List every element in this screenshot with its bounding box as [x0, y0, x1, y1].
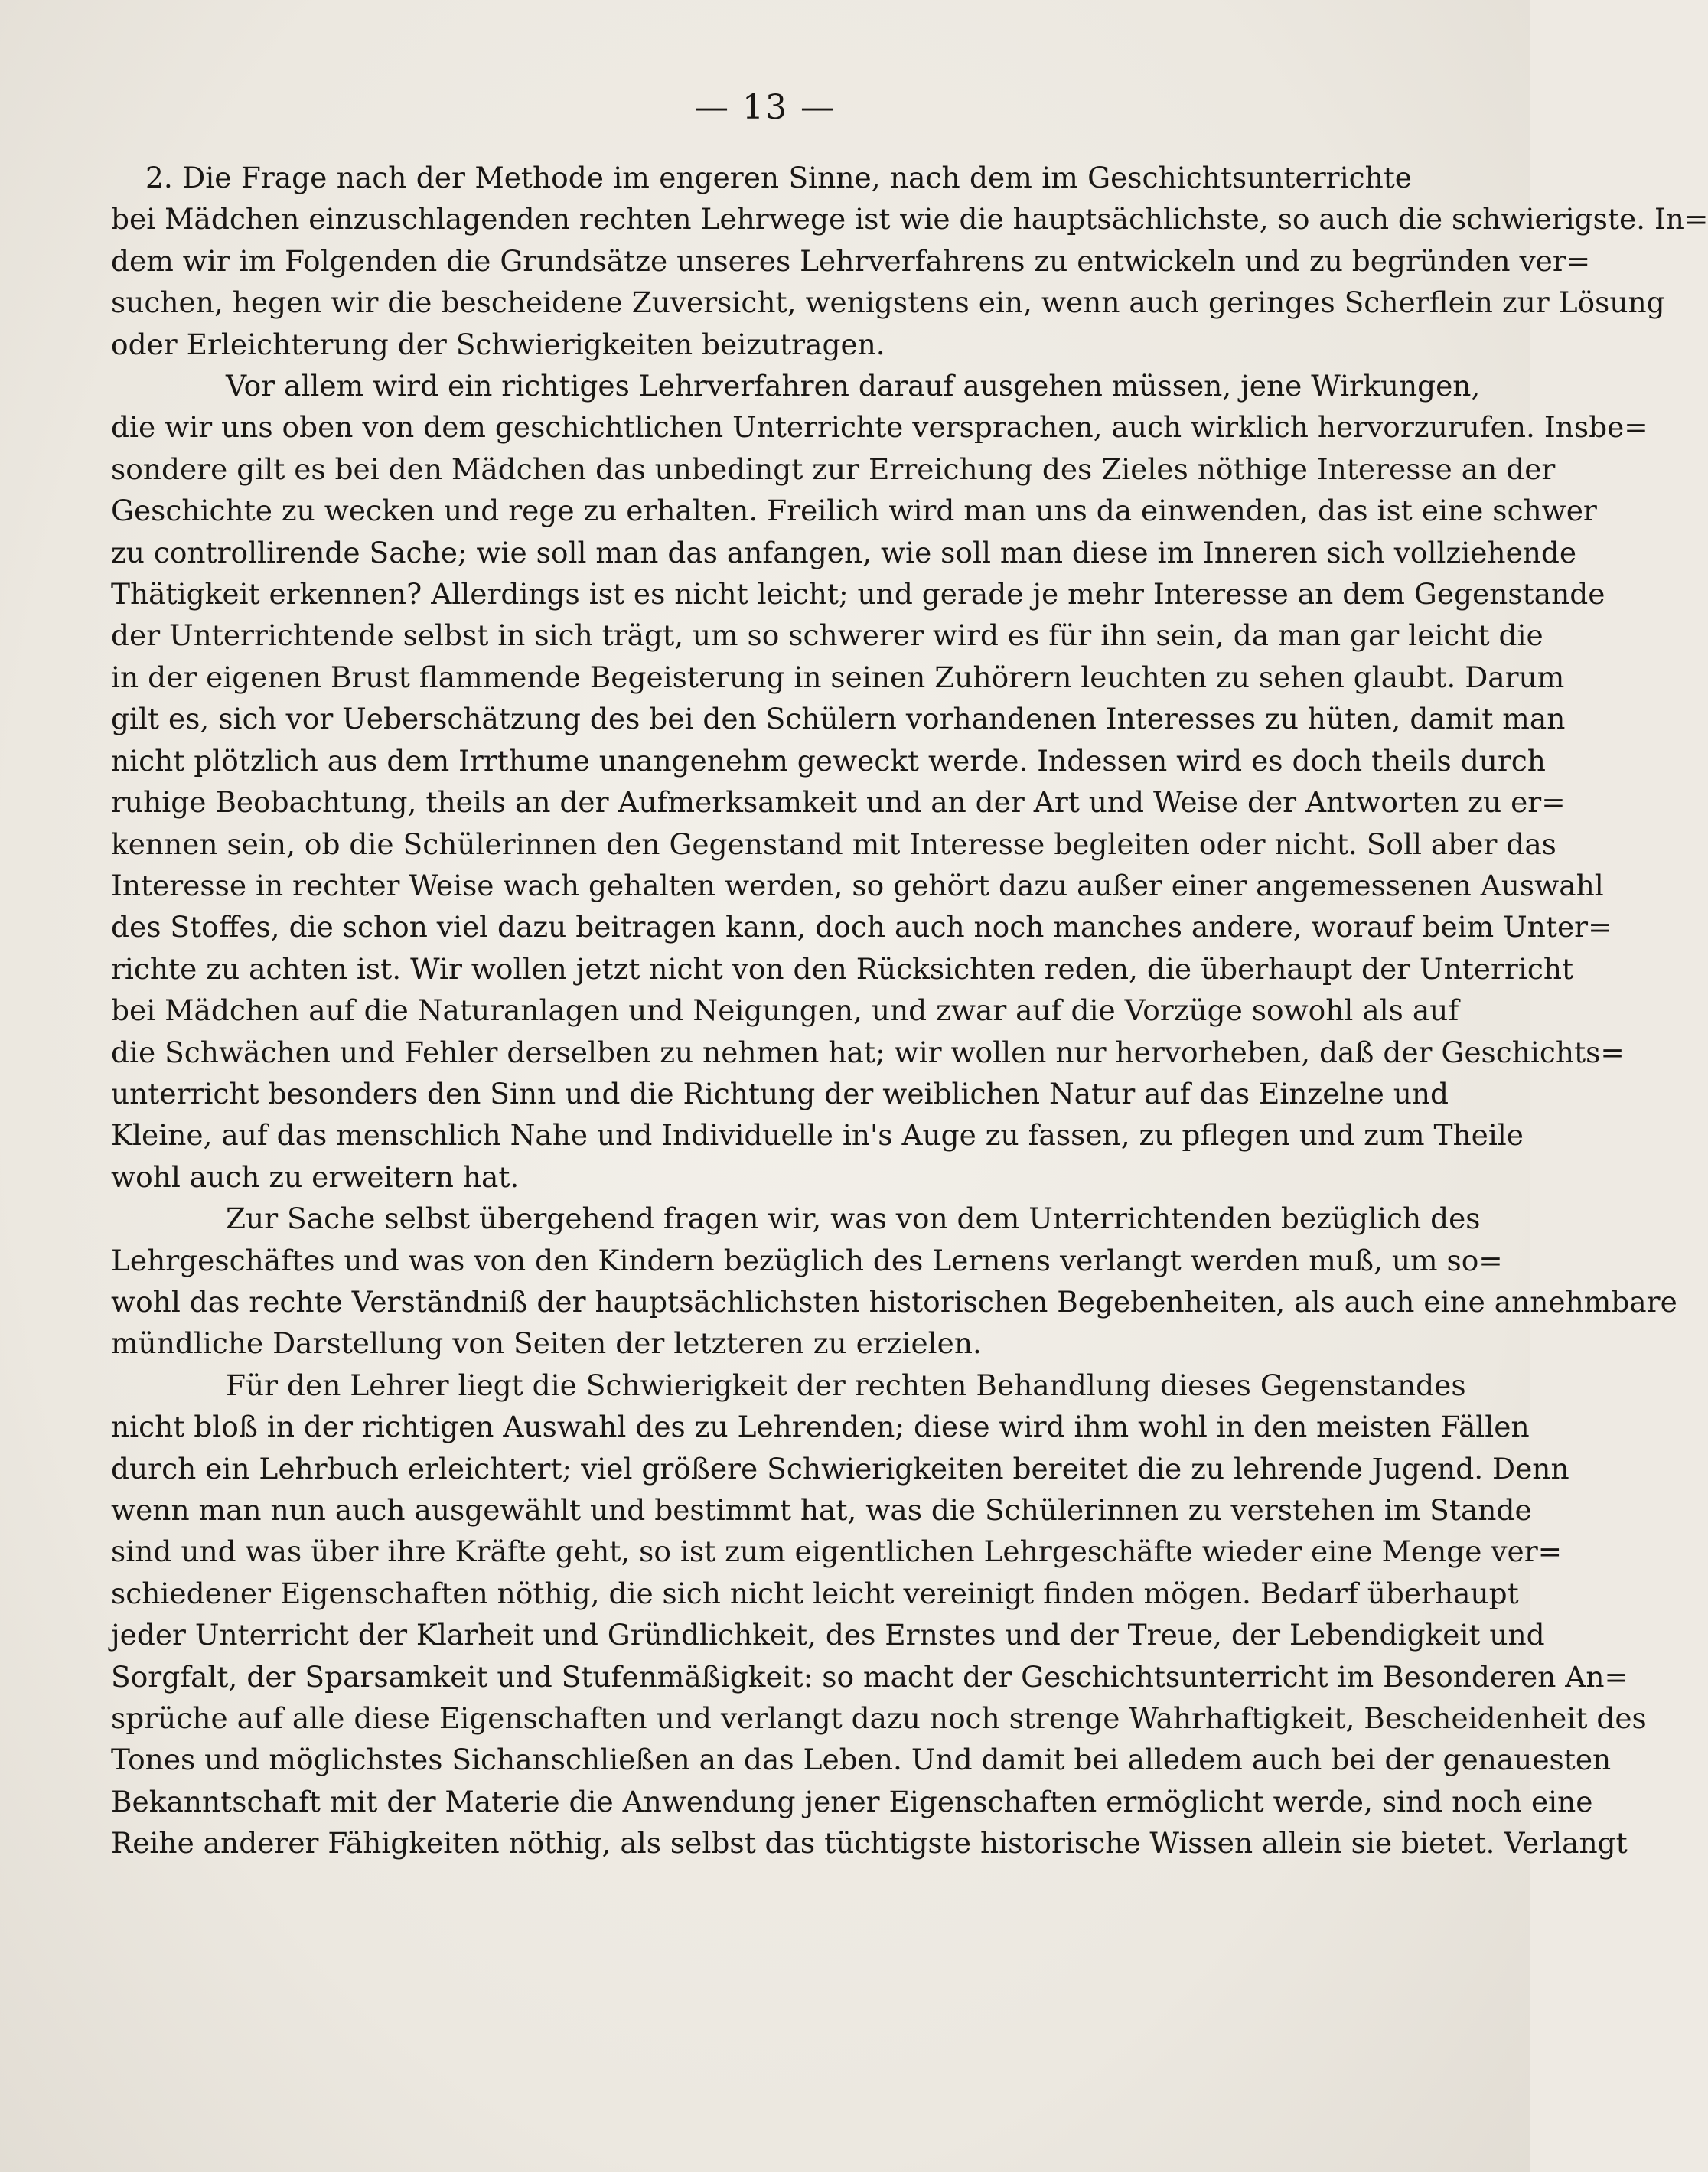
- text-line: bei Mädchen auf die Naturanlagen und Neigungen, und zwar auf die Vorzüge sowohl als auf: [111, 993, 1459, 1028]
- text-line: gilt es, sich vor Ueberschätzung des bei den Schülern vorhandenen Interesses zu hüten, damit man: [111, 702, 1566, 736]
- text-line: mündliche Darstellung von Seiten der letzteren zu erzielen.: [111, 1326, 982, 1361]
- text-line: durch ein Lehrbuch erleichtert; viel größere Schwierigkeiten bereitet die zu lehrende Jugend. Denn: [111, 1451, 1569, 1486]
- paragraph-4: [111, 1365, 1647, 1864]
- text-line: Vor allem wird ein richtiges Lehrverfahren darauf ausgehen müssen, jene Wirkungen,: [226, 369, 1481, 403]
- paragraph-1: [111, 157, 1708, 365]
- text-line: Bekanntschaft mit der Materie die Anwendung jener Eigenschaften ermöglicht werde, sind noch eine: [111, 1784, 1593, 1818]
- text-line: dem wir im Folgenden die Grundsätze unseres Lehrverfahrens zu entwickeln und zu begründen ver=: [111, 243, 1591, 278]
- text-line: sondere gilt es bei den Mädchen das unbedingt zur Erreichung des Zieles nöthige Interesse an der: [111, 452, 1556, 486]
- text-line: Für den Lehrer liegt die Schwierigkeit der rechten Behandlung dieses Gegenstandes: [226, 1368, 1466, 1402]
- body-text: [111, 157, 1708, 1864]
- text-line: sind und was über ihre Kräfte geht, so ist zum eigentlichen Lehrgeschäfte wieder eine Menge ver=: [111, 1534, 1563, 1569]
- text-line: Kleine, auf das menschlich Nahe und Individuelle in's Auge zu fassen, zu pflegen und zum Theile: [111, 1118, 1524, 1153]
- text-line: nicht bloß in der richtigen Auswahl des zu Lehrenden; diese wird ihm wohl in den meisten Fällen: [111, 1410, 1530, 1444]
- text-line: nicht plötzlich aus dem Irrthume unangenehm geweckt werde. Indessen wird es doch theils durch: [111, 743, 1546, 778]
- paragraph-2: [111, 365, 1648, 1198]
- text-line: zu controllirende Sache; wie soll man das anfangen, wie soll man diese im Inneren sich vollziehende: [111, 535, 1577, 569]
- text-line: jeder Unterricht der Klarheit und Gründlichkeit, des Ernstes und der Treue, der Lebendigkeit und: [111, 1618, 1545, 1652]
- text-line: Lehrgeschäftes und was von den Kindern bezüglich des Lernens verlangt werden muß, um so=: [111, 1243, 1503, 1277]
- text-line: oder Erleichterung der Schwierigkeiten beizutragen.: [111, 327, 885, 361]
- text-line: Thätigkeit erkennen? Allerdings ist es nicht leicht; und gerade je mehr Interesse an dem Gegenstande: [111, 577, 1605, 611]
- paragraph-3: [111, 1198, 1677, 1365]
- text-line: der Unterrichtende selbst in sich trägt, um so schwerer wird es für ihn sein, da man gar leicht die: [111, 618, 1543, 653]
- page-number: — 13 —: [695, 88, 836, 127]
- text-line: Geschichte zu wecken und rege zu erhalten. Freilich wird man uns da einwenden, das ist eine schwer: [111, 494, 1597, 528]
- text-line: 2. Die Frage nach der Methode im engeren Sinne, nach dem im Geschichtsunterrichte: [145, 161, 1412, 194]
- text-line: schiedener Eigenschaften nöthig, die sich nicht leicht vereinigt finden mögen. Bedarf überhaupt: [111, 1576, 1519, 1610]
- text-line: wenn man nun auch ausgewählt und bestimmt hat, was die Schülerinnen zu verstehen im Stande: [111, 1493, 1532, 1527]
- text-line: wohl das rechte Verständniß der hauptsächlichsten historischen Begebenheiten, als auch eine annehmbare: [111, 1284, 1677, 1319]
- text-line: wohl auch zu erweitern hat.: [111, 1159, 520, 1194]
- text-line: kennen sein, ob die Schülerinnen den Gegenstand mit Interesse begleiten oder nicht. Soll aber das: [111, 827, 1556, 861]
- text-line: die Schwächen und Fehler derselben zu nehmen hat; wir wollen nur hervorheben, daß der Geschichts=: [111, 1035, 1625, 1069]
- text-line: ruhige Beobachtung, theils an der Aufmerksamkeit und an der Art und Weise der Antworten zu er=: [111, 785, 1566, 820]
- text-line: des Stoffes, die schon viel dazu beitragen kann, doch auch noch manches andere, worauf beim Unter=: [111, 910, 1612, 944]
- text-line: bei Mädchen einzuschlagenden rechten Lehrwege ist wie die hauptsächlichste, so auch die schwierigste. In=: [111, 202, 1708, 236]
- text-line: Tones und möglichstes Sichanschließen an das Leben. Und damit bei alledem auch bei der genauesten: [111, 1743, 1612, 1777]
- text-line: sprüche auf alle diese Eigenschaften und verlangt dazu noch strenge Wahrhaftigkeit, Bescheidenheit des: [111, 1701, 1647, 1736]
- text-line: Reihe anderer Fähigkeiten nöthig, als selbst das tüchtigste historische Wissen allein sie bietet. Verlangt: [111, 1826, 1628, 1861]
- text-line: die wir uns oben von dem geschichtlichen Unterrichte versprachen, auch wirklich hervorzurufen. Insbe=: [111, 410, 1648, 445]
- text-line: in der eigenen Brust flammende Begeisterung in seinen Zuhörern leuchten zu sehen glaubt. Darum: [111, 660, 1565, 694]
- text-line: unterricht besonders den Sinn und die Richtung der weiblichen Natur auf das Einzelne und: [111, 1076, 1449, 1110]
- text-line: Zur Sache selbst übergehend fragen wir, was von dem Unterrichtenden bezüglich des: [226, 1202, 1481, 1236]
- text-line: suchen, hegen wir die bescheidene Zuversicht, wenigstens ein, wenn auch geringes Scherflein zur Lösung: [111, 285, 1665, 320]
- text-line: richte zu achten ist. Wir wollen jetzt nicht von den Rücksichten reden, die überhaupt der Unterricht: [111, 951, 1574, 986]
- text-line: Interesse in rechter Weise wach gehalten werden, so gehört dazu außer einer angemessenen Auswahl: [111, 868, 1604, 902]
- text-line: Sorgfalt, der Sparsamkeit und Stufenmäßigkeit: so macht der Geschichtsunterricht im Besonderen An=: [111, 1659, 1628, 1694]
